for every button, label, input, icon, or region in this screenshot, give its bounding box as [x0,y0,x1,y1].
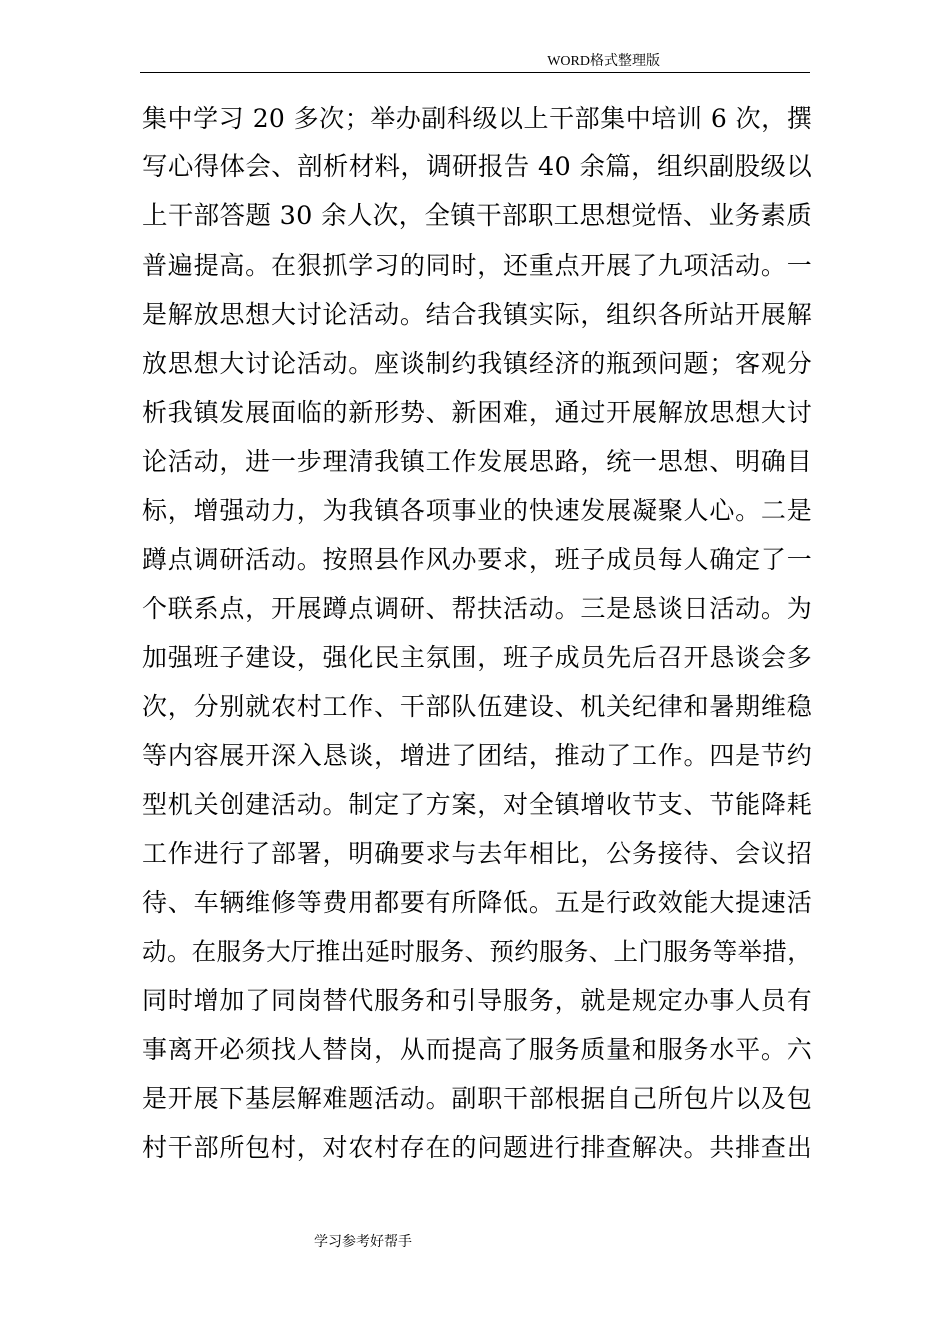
text-line: 是开展下基层解难题活动。副职干部根据自己所包片以及包 [142,1084,812,1113]
page-header: WORD格式整理版 [547,54,660,69]
text-line: 上干部答题 30 余人次，全镇干部职工思想觉悟、业务素质 [142,201,812,231]
text-line: 次，分别就农村工作、干部队伍建设、机关纪律和暑期维稳 [142,692,812,721]
text-line: 等内容展开深入恳谈，增进了团结，推动了工作。四是节约 [142,741,812,770]
text-line: 普遍提高。在狠抓学习的同时，还重点开展了九项活动。一 [142,251,812,280]
text-line: 集中学习 20 多次；举办副科级以上干部集中培训 6 次，撰 [142,104,812,133]
text-line: 待、车辆维修等费用都要有所降低。五是行政效能大提速活 [142,888,812,917]
text-line: 事离开必须找人替岗，从而提高了服务质量和服务水平。六 [142,1035,812,1064]
text-line: 工作进行了部署，明确要求与去年相比，公务接待、会议招 [142,839,812,868]
text-line: 加强班子建设，强化民主氛围，班子成员先后召开恳谈会多 [142,643,812,672]
text-line: 标，增强动力，为我镇各项事业的快速发展凝聚人心。二是 [142,496,812,525]
text-line: 型机关创建活动。制定了方案，对全镇增收节支、节能降耗 [142,790,812,819]
text-line: 同时增加了同岗替代服务和引导服务，就是规定办事人员有 [142,986,812,1015]
page-footer: 学习参考好帮手 [314,1234,412,1250]
text-line: 析我镇发展面临的新形势、新困难，通过开展解放思想大讨 [142,398,812,427]
text-line: 写心得体会、剖析材料，调研报告 40 余篇，组织副股级以 [142,152,812,182]
text-line: 放思想大讨论活动。座谈制约我镇经济的瓶颈问题；客观分 [142,349,812,378]
text-line: 蹲点调研活动。按照县作风办要求，班子成员每人确定了一 [142,545,812,574]
text-line: 动。在服务大厅推出延时服务、预约服务、上门服务等举措， [142,937,812,966]
body-paragraph [142,94,812,1172]
text-line: 村干部所包村，对农村存在的问题进行排查解决。共排查出 [142,1133,812,1162]
text-line: 是解放思想大讨论活动。结合我镇实际，组织各所站开展解 [142,300,812,329]
text-line: 论活动，进一步理清我镇工作发展思路，统一思想、明确目 [142,447,812,476]
text-line: 个联系点，开展蹲点调研、帮扶活动。三是恳谈日活动。为 [142,594,812,623]
header-rule [140,72,810,73]
